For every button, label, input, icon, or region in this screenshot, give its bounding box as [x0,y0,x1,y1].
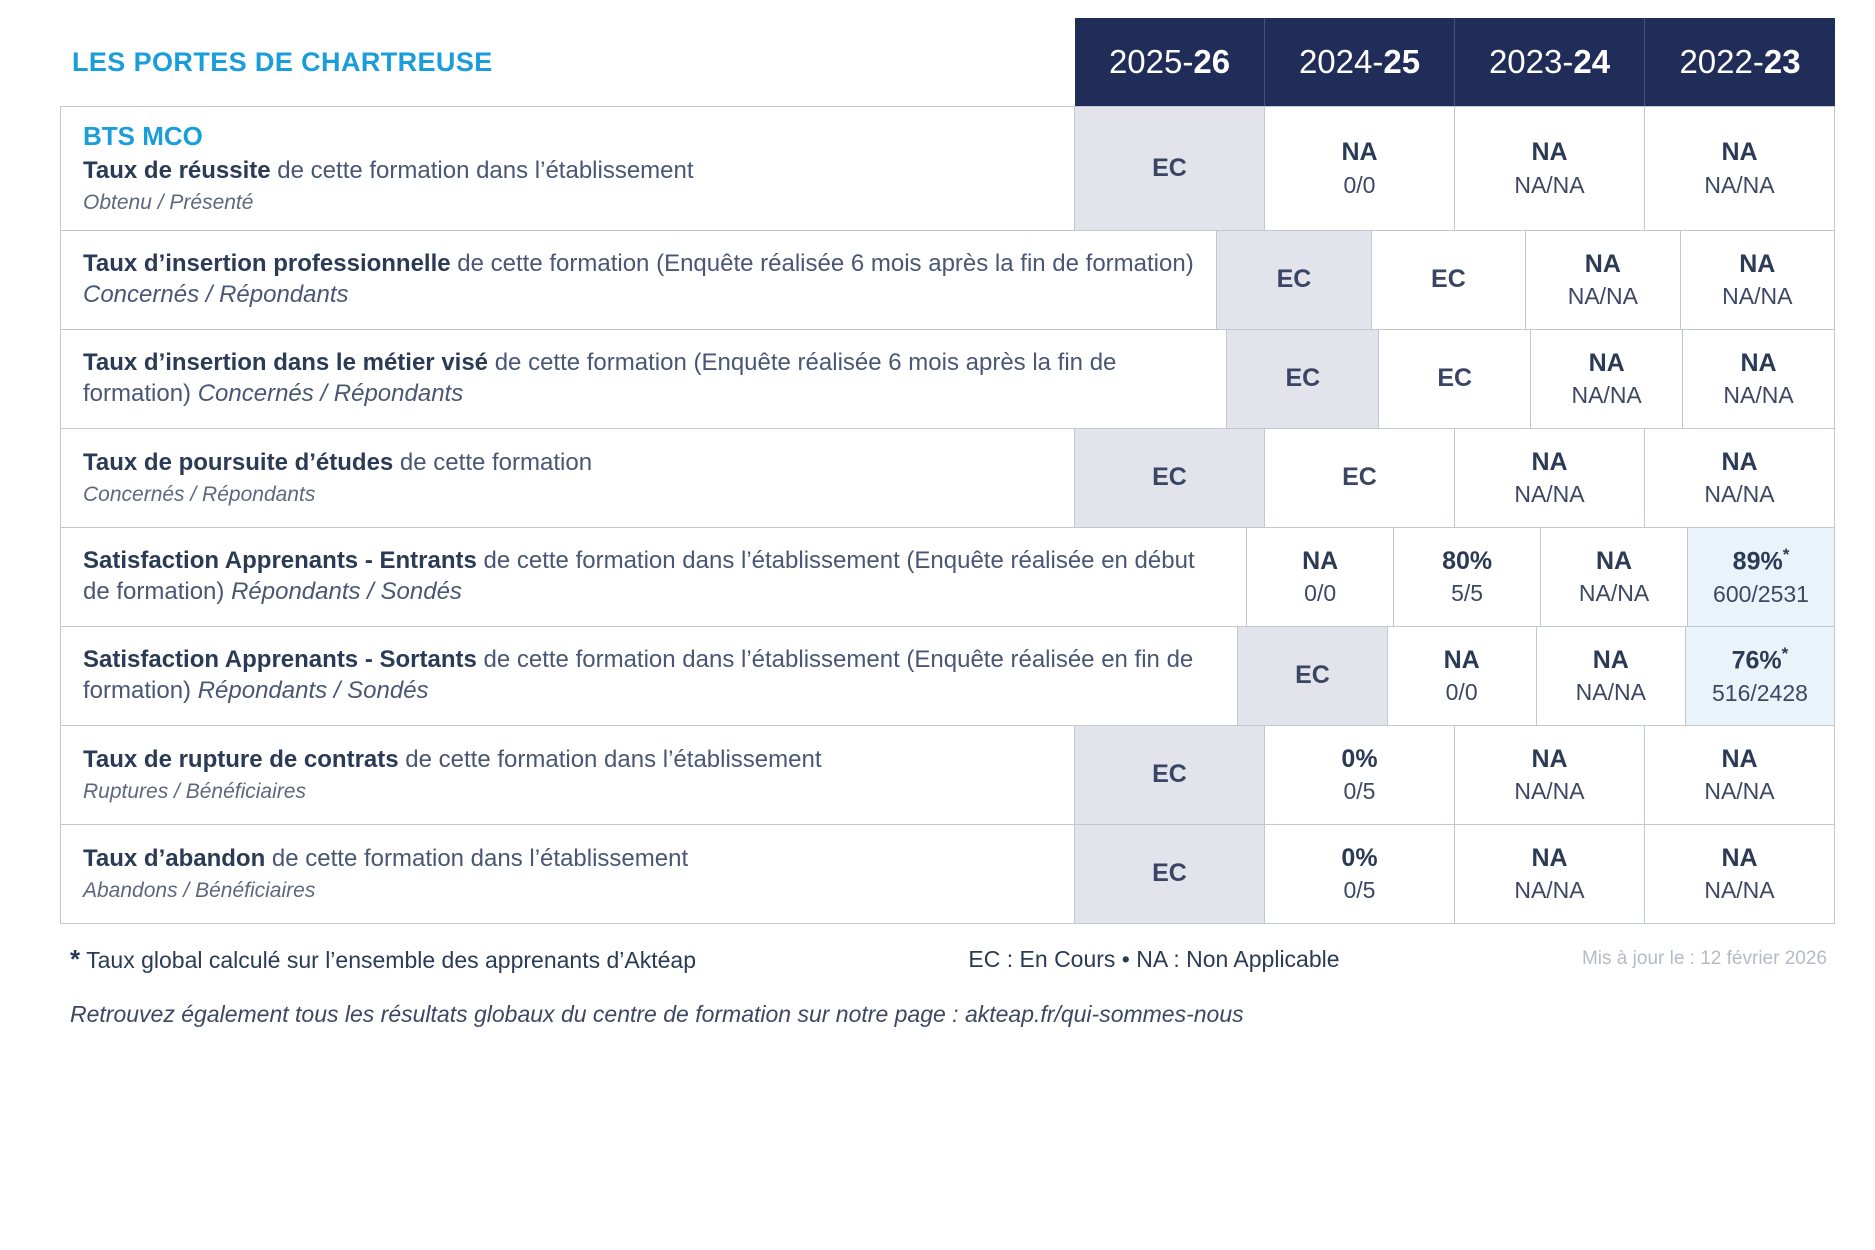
footnote [70,944,696,975]
row-sublabel: Obtenu / Présenté [83,190,254,214]
value-detail: 516/2428 [1711,680,1808,707]
value-cell [1264,429,1454,527]
last-updated: Mis à jour le : 12 février 2026 [1581,948,1827,970]
value-main: EC [1152,153,1187,182]
footnote-marker: * [1782,545,1790,565]
value-main: NA [1739,249,1776,278]
value-cell [1454,825,1644,923]
value-cell [1074,107,1264,230]
value-main: EC [1342,463,1377,492]
row-label-bold: Taux d’insertion dans le métier visé [83,349,489,377]
row-label-rest: de cette formation dans l’établissement [265,844,689,872]
year-prefix: 2022- [1679,43,1764,80]
value-cell [1393,528,1540,626]
row-label-rest: de cette formation [393,448,593,476]
value-main: EC [1437,364,1473,393]
row-label-paren: (Enquête réalisée en fin de formation) [83,646,1194,704]
row-label [83,348,1204,409]
row-label-cell [61,330,1226,428]
value-main: NA [1341,138,1378,167]
row-label-italic: Concernés / Répondants [197,379,464,407]
value-detail: 0/0 [1445,679,1478,706]
table-row [61,231,1834,330]
value-main: 80% [1442,546,1493,575]
value-main: NA [1531,447,1568,476]
value-cell [1264,825,1454,923]
value-cell [1378,330,1530,428]
value-main: NA [1721,744,1758,773]
row-label-rest: de cette formation dans l’établissement [476,547,907,575]
value-detail: NA/NA [1704,481,1775,508]
value-main: NA [1740,348,1777,377]
table-row [61,825,1834,923]
value-main: NA [1531,843,1568,872]
table-row [61,726,1834,825]
row-label-cell [61,528,1246,626]
row-label-rest: de cette formation [450,250,657,278]
value-detail: NA/NA [1571,382,1642,409]
row-label [83,844,1052,875]
value-cell [1536,627,1685,725]
row-label-rest: de cette formation [488,349,694,377]
row-label-italic: Répondants / Sondés [197,676,429,704]
value-number: 89% [1732,547,1783,576]
value-main: NA [1596,546,1633,575]
value-main [1732,645,1789,675]
row-sublabel: Ruptures / Bénéficiaires [83,779,306,803]
value-main: NA [1531,744,1568,773]
value-cell [1644,726,1834,824]
value-detail: 5/5 [1451,580,1484,607]
footnote-marker: * [1781,644,1789,664]
row-sublabel: Concernés / Répondants [83,482,316,506]
value-detail: NA/NA [1704,171,1775,198]
year-suffix: 25 [1383,43,1421,80]
value-cell [1216,231,1370,329]
value-detail: NA/NA [1722,283,1793,310]
global-results-note: Retrouvez également tous les résultats globaux du centre de formation sur notre page : akteap.fr/qui-sommes-nous [70,1000,1244,1027]
value-detail: NA/NA [1704,877,1775,904]
value-cell [1680,231,1834,329]
value-number: 76% [1731,646,1782,675]
row-label-bold: Taux d’insertion professionnelle [83,250,451,278]
year-suffix: 23 [1763,43,1801,80]
row-label [83,249,1194,310]
value-detail: NA/NA [1514,481,1585,508]
year-column-header-2023-24 [1455,18,1645,106]
value-cell [1687,528,1834,626]
row-label-italic: Répondants / Sondés [231,577,462,605]
formation-name: BTS MCO [83,121,203,151]
year-prefix: 2025- [1108,43,1194,80]
footnote-text: Taux global calculé sur l’ensemble des apprenants d’Aktéap [86,946,696,973]
value-cell [1454,429,1644,527]
row-label-bold: Taux d’abandon [83,844,266,872]
value-detail: 600/2531 [1713,581,1809,608]
year-column-header-2022-23 [1645,18,1835,106]
row-label-bold: Satisfaction Apprenants - Entrants [83,547,477,575]
value-main: NA [1584,249,1621,278]
value-main: EC [1152,760,1187,789]
value-main: NA [1443,645,1480,674]
value-detail: 0/0 [1343,171,1376,198]
row-label-cell [61,107,1074,230]
row-label-bold: Taux de rupture de contrats [83,745,399,773]
value-main: EC [1152,463,1187,492]
value-cell [1644,825,1834,923]
row-label-bold: Satisfaction Apprenants - Sortants [83,646,477,674]
value-cell [1530,330,1682,428]
value-main: EC [1431,265,1466,294]
year-column-header-2025-26 [1075,18,1265,106]
row-label-paren: (Enquête réalisée 6 mois après la fin de formation) [656,250,1194,278]
value-cell [1237,627,1386,725]
year-suffix: 26 [1193,43,1231,80]
value-cell [1644,429,1834,527]
year-prefix: 2023- [1488,43,1574,80]
value-main [1733,546,1790,576]
value-main: NA [1721,843,1758,872]
value-cell [1246,528,1393,626]
value-detail: NA/NA [1514,171,1585,198]
legend: EC : En Cours • NA : Non Applicable [968,945,1340,972]
row-label-cell [61,429,1074,527]
value-detail: NA/NA [1514,778,1585,805]
value-main: EC [1285,364,1321,393]
value-detail: NA/NA [1567,283,1638,310]
row-label-italic: Concernés / Répondants [83,280,349,308]
value-main: NA [1721,138,1758,167]
row-label [83,645,1215,706]
row-label-rest: de cette formation dans l’établissement [476,646,907,674]
value-main: EC [1276,265,1312,294]
row-label-cell [61,627,1237,725]
value-main: EC [1152,859,1187,888]
value-detail: NA/NA [1575,679,1646,706]
row-label-paren: (Enquête réalisée 6 mois après la fin de formation) [83,349,1117,407]
row-label-cell [61,726,1074,824]
value-cell [1525,231,1679,329]
table-header [60,18,1835,106]
value-main: 0% [1341,744,1378,773]
row-sublabel: Abandons / Bénéficiaires [83,878,316,902]
row-label-paren: (Enquête réalisée en début de formation) [83,547,1195,605]
row-label-cell [61,231,1216,329]
row-label [83,448,1052,479]
value-cell [1264,107,1454,230]
row-label-cell [61,825,1074,923]
value-cell [1682,330,1834,428]
value-cell [1264,726,1454,824]
value-main: EC [1295,661,1330,690]
row-label [83,745,1052,776]
value-detail: NA/NA [1723,382,1794,409]
value-cell [1685,627,1834,725]
value-main: 0% [1341,843,1378,872]
footer [60,924,1835,975]
value-main: NA [1721,447,1758,476]
value-detail: NA/NA [1578,580,1650,607]
table-row [61,330,1834,429]
year-suffix: 24 [1573,43,1611,80]
value-detail: 0/5 [1343,778,1376,805]
row-label-rest: de cette formation dans l’établissement [398,745,822,773]
value-cell [1074,825,1264,923]
value-main: NA [1592,645,1629,674]
footnote-marker: * [70,943,81,974]
value-cell [1644,107,1834,230]
row-label [83,156,1052,187]
value-cell [1371,231,1525,329]
year-prefix: 2024- [1298,43,1384,80]
value-cell [1454,726,1644,824]
row-label [83,546,1224,607]
value-main: NA [1302,546,1339,575]
value-cell [1454,107,1644,230]
value-main: NA [1531,138,1568,167]
table-row [61,627,1834,726]
brand-cell [60,18,1075,106]
row-label-bold: Taux de poursuite d’études [83,448,394,476]
value-detail: 0/0 [1304,580,1337,607]
value-detail: NA/NA [1704,778,1775,805]
table-row [61,429,1834,528]
table-row [61,107,1834,231]
brand-title: LES PORTES DE CHARTREUSE [72,46,493,77]
value-cell [1226,330,1378,428]
value-detail: 0/5 [1343,877,1376,904]
value-cell [1387,627,1536,725]
year-column-header-2024-25 [1265,18,1455,106]
row-label-rest: de cette formation dans l’établissement [270,157,694,184]
value-cell [1540,528,1687,626]
table-row [61,528,1834,627]
row-label-bold: Taux de réussite [83,157,271,184]
value-main: NA [1588,348,1625,377]
value-cell [1074,429,1264,527]
indicators-table [60,106,1835,924]
value-detail: NA/NA [1514,877,1585,904]
value-cell [1074,726,1264,824]
